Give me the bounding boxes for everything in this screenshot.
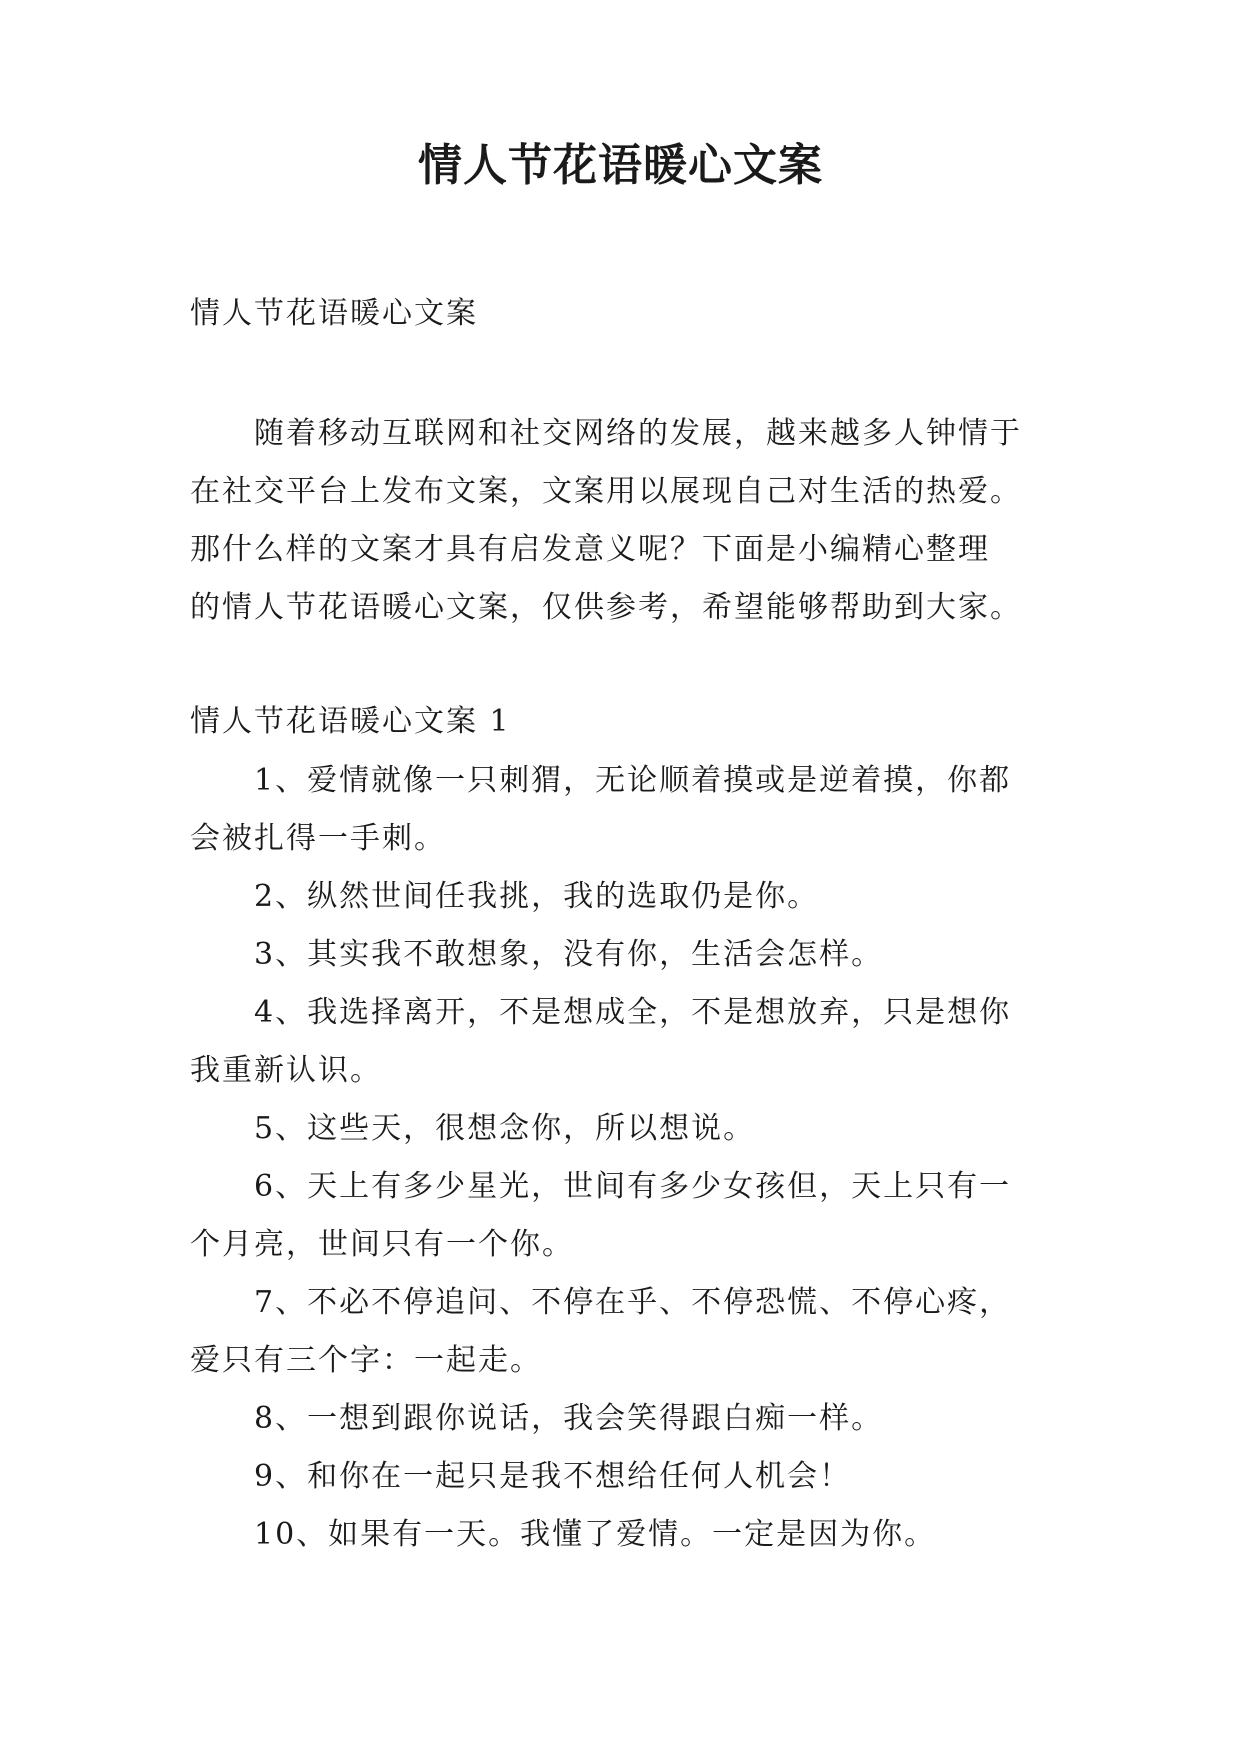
list-item-text: 7、不必不停追问、不停在乎、不停恐慌、不停心疼， xyxy=(254,1285,1012,1320)
list-item-text: 5、这些天，很想念你，所以想说。 xyxy=(254,1111,756,1146)
list-item xyxy=(190,1158,1070,1274)
list-item-text: 10、如果有一天。我懂了爱情。一定是因为你。 xyxy=(254,1517,937,1552)
document-title: 情人节花语暖心文案 xyxy=(418,140,823,191)
list-item-text: 4、我选择离开，不是想成全，不是想放弃，只是想你 xyxy=(254,995,1012,1030)
list-item-continuation: 会被扎得一手刺。 xyxy=(190,821,446,856)
list-item-text: 2、纵然世间任我挑，我的选取仍是你。 xyxy=(254,879,820,914)
list-item-continuation: 我重新认识。 xyxy=(190,1053,382,1088)
list-item xyxy=(190,752,1070,868)
intro-paragraph xyxy=(190,405,1070,637)
list-item xyxy=(190,1448,1070,1506)
list-item-continuation: 个月亮，世间只有一个你。 xyxy=(190,1227,574,1262)
list-item xyxy=(190,1274,1070,1390)
intro-line: 随着移动互联网和社交网络的发展，越来越多人钟情于 xyxy=(254,416,1022,451)
list-item xyxy=(190,984,1070,1100)
intro-line: 的情人节花语暖心文案，仅供参考，希望能够帮助到大家。 xyxy=(190,590,1022,625)
list-item xyxy=(190,868,1070,926)
quote-list xyxy=(190,752,1070,1564)
list-item-text: 9、和你在一起只是我不想给任何人机会！ xyxy=(254,1459,852,1494)
list-item xyxy=(190,1390,1070,1448)
list-item xyxy=(190,1506,1070,1564)
intro-line: 那什么样的文案才具有启发意义呢？下面是小编精心整理 xyxy=(190,532,990,567)
list-item-text: 3、其实我不敢想象，没有你，生活会怎样。 xyxy=(254,937,884,972)
list-item-continuation: 爱只有三个字：一起走。 xyxy=(190,1343,542,1378)
list-item xyxy=(190,926,1070,984)
intro-line: 在社交平台上发布文案，文案用以展现自己对生活的热爱。 xyxy=(190,474,1022,509)
document-subtitle: 情人节花语暖心文案 xyxy=(190,296,478,331)
list-item-text: 8、一想到跟你说话，我会笑得跟白痴一样。 xyxy=(254,1401,884,1436)
list-item xyxy=(190,1100,1070,1158)
section-heading: 情人节花语暖心文案 1 xyxy=(190,704,511,739)
list-item-text: 6、天上有多少星光，世间有多少女孩但，天上只有一 xyxy=(254,1169,1012,1204)
list-item-text: 1、爱情就像一只刺猬，无论顺着摸或是逆着摸，你都 xyxy=(254,763,1012,798)
